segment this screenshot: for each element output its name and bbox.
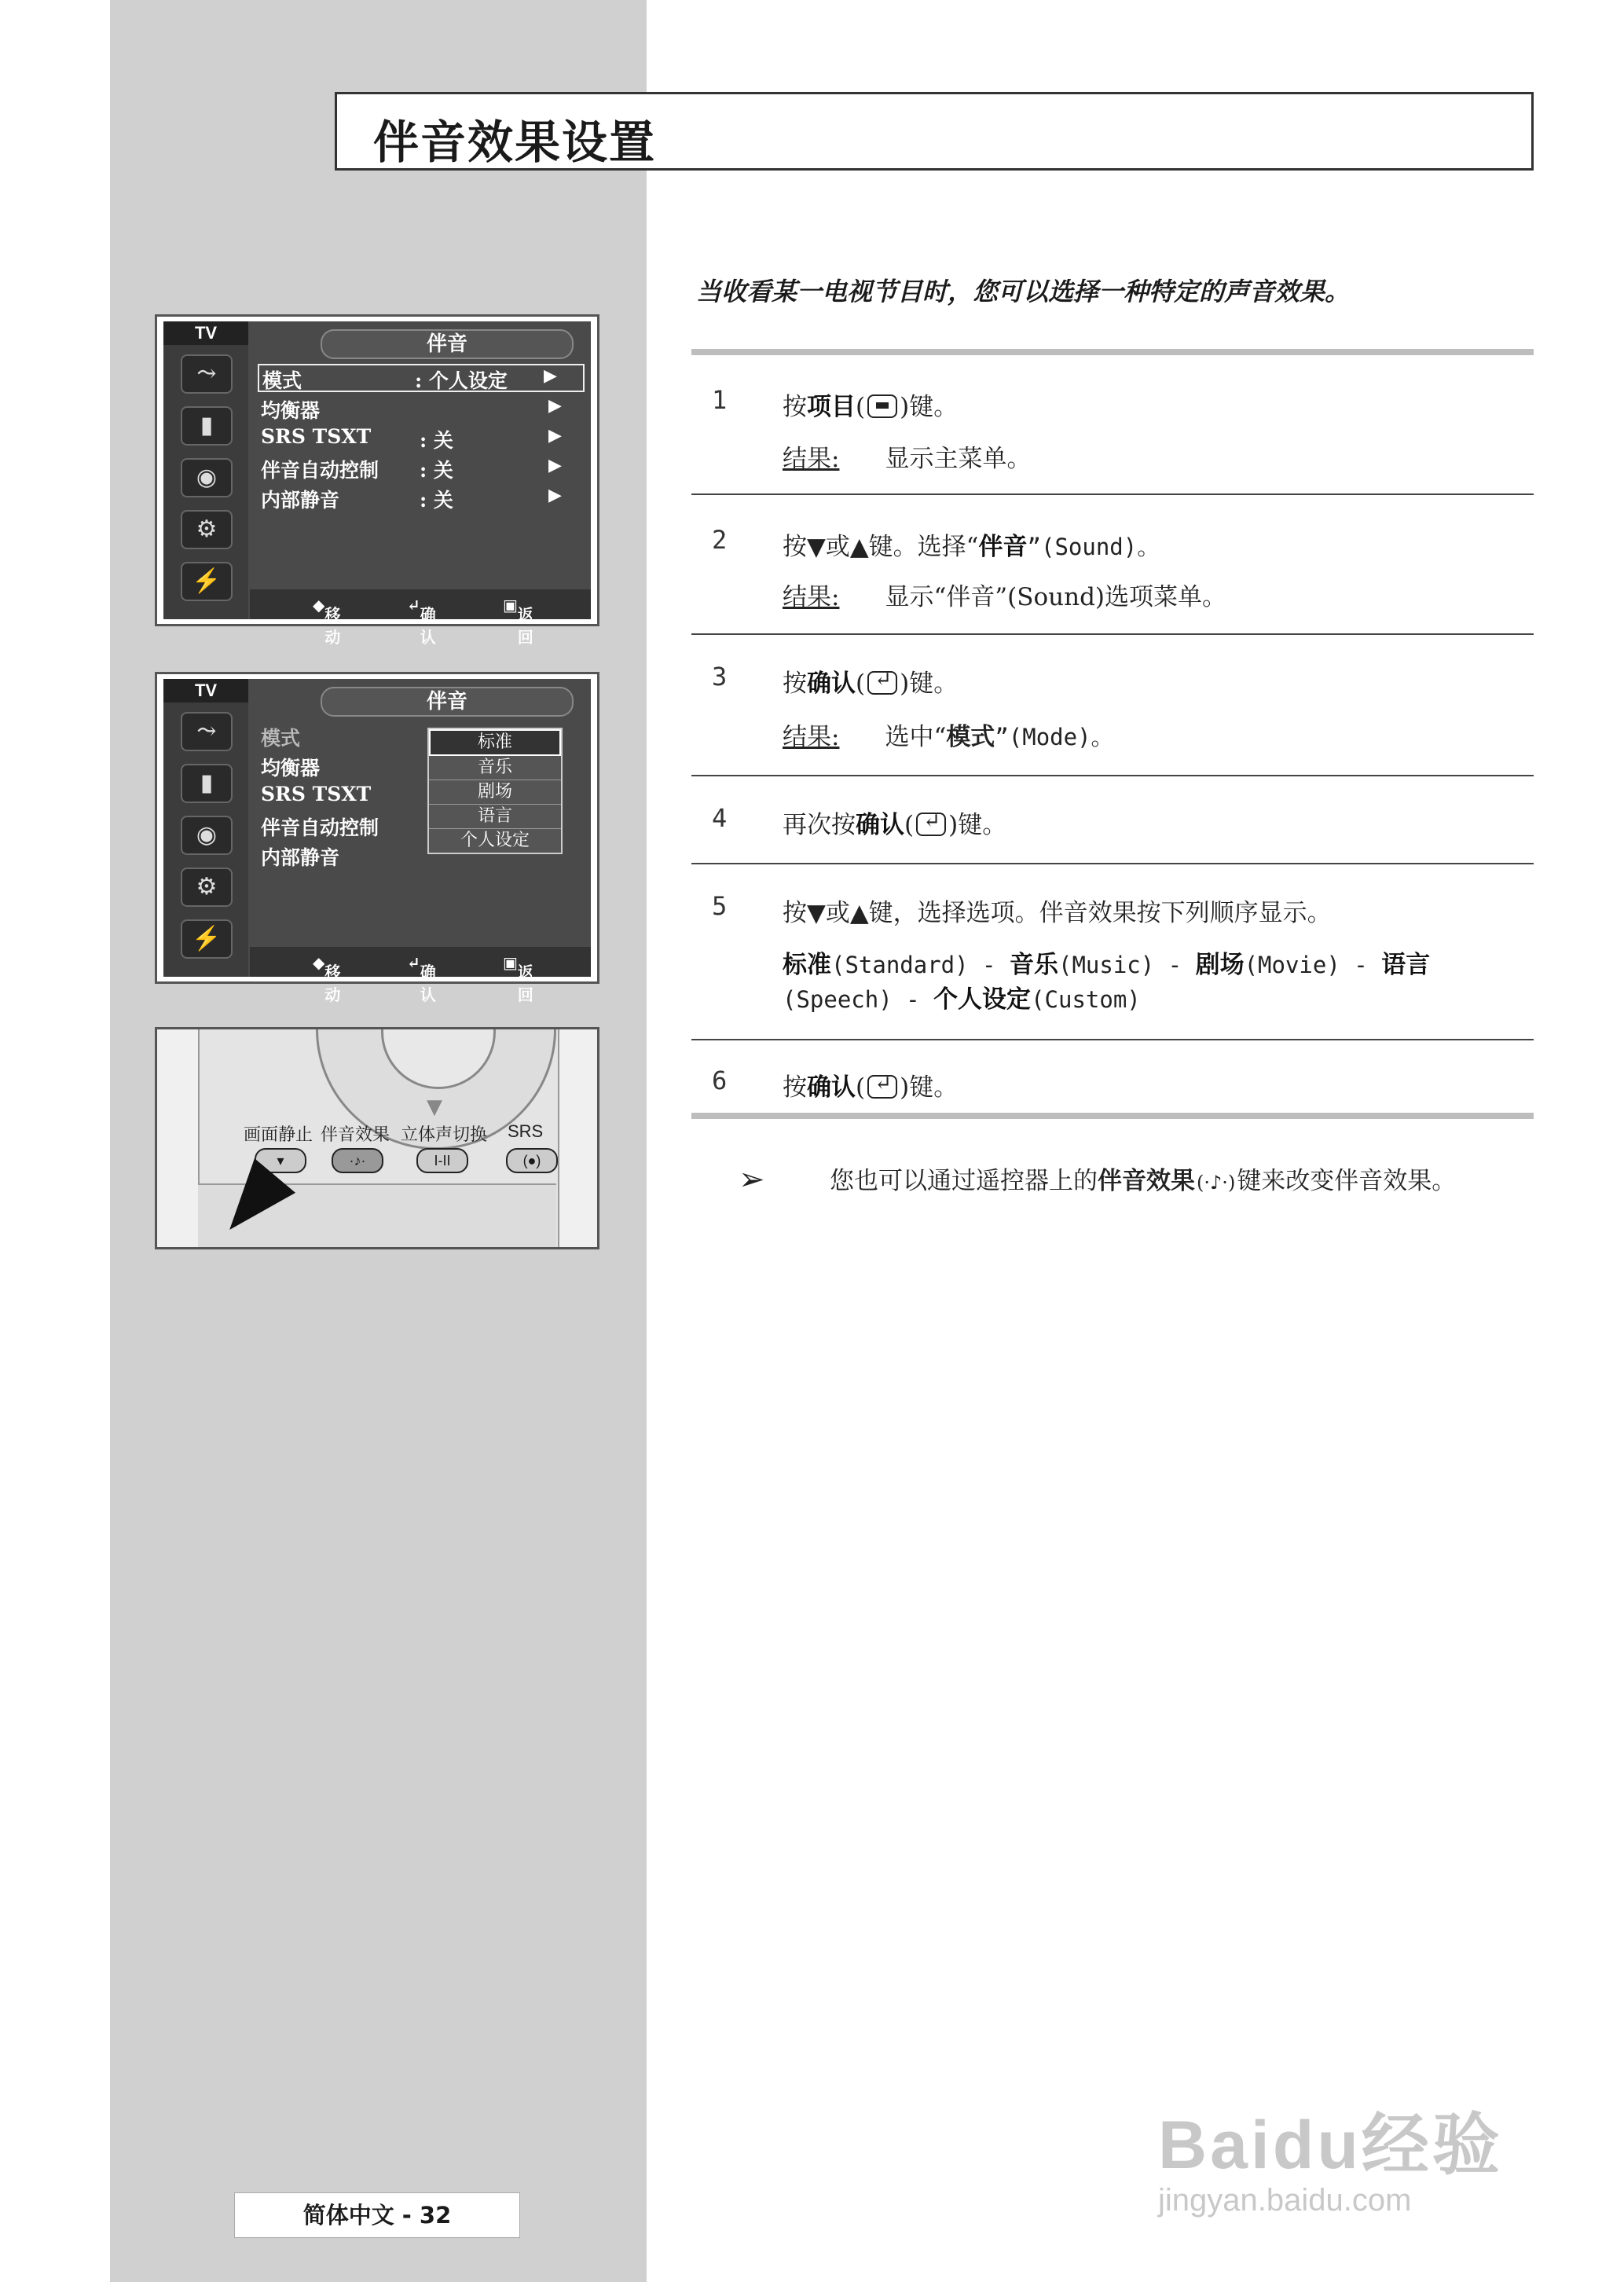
tip-bold: 伴音效果 (1098, 1167, 1195, 1195)
menu-row-equalizer[interactable] (261, 395, 562, 424)
option-music-en: (Music) - (1058, 952, 1196, 978)
step-4 (691, 776, 1534, 863)
row-name: 伴音自动控制 (261, 459, 379, 482)
row-name: 模式 (262, 369, 302, 392)
sound-effect-label: 伴音效果 (321, 1124, 390, 1144)
result-bold: 模式 (946, 723, 995, 751)
channel-icon: ◉ (181, 458, 233, 497)
return-label: 返回 (517, 605, 533, 647)
enter-key-icon (916, 813, 946, 836)
srs-button[interactable]: (●) (506, 1148, 558, 1173)
step-result (783, 577, 1226, 612)
row-name: 均衡器 (261, 399, 321, 422)
watermark-url: jingyan.baidu.com (1158, 2183, 1412, 2218)
menu-row-srs[interactable] (261, 425, 562, 453)
input-icon: ⚡ (181, 919, 233, 959)
step-number: 4 (712, 803, 728, 833)
step-text-post: 键。 (909, 393, 959, 421)
step-text-a: 按▼或▲键。选择“ (783, 533, 979, 561)
baidu-watermark (1158, 2090, 1503, 2218)
menu-row-internal-mute[interactable] (261, 485, 562, 513)
bottom-rule (691, 1113, 1534, 1119)
step-6 (691, 1040, 1534, 1113)
tv-icon-column (163, 321, 248, 619)
tip-post: 键来改变伴音效果。 (1237, 1167, 1457, 1195)
watermark-brand: Baidu经验 (1158, 2108, 1503, 2183)
tv-menu-header: 伴音 (321, 687, 574, 717)
move-hint: ◆ 移动 (313, 596, 341, 647)
row-name: SRS TSXT (261, 425, 372, 448)
menu-row-mode[interactable] (258, 364, 585, 392)
tip-text (830, 1163, 1529, 1201)
menu-row-internal-mute[interactable]: 内部静音 (261, 846, 340, 869)
result-post: ”(Mode)。 (995, 724, 1114, 750)
picture-icon: ⤳ (181, 354, 233, 394)
top-rule (691, 349, 1534, 355)
tv-menu-footer (250, 947, 591, 1004)
step-text: 再次按确认(↵ )键。 (783, 805, 1006, 840)
menu-row-srs[interactable]: SRS TSXT (261, 783, 372, 805)
dropdown-item[interactable]: 个人设定 (460, 831, 530, 850)
dropdown-item[interactable]: 剧场 (429, 780, 561, 805)
stereo-label: 立体声切换 (401, 1124, 488, 1144)
result-label: 结果: (783, 583, 840, 611)
page-title: 伴音效果设置 (373, 116, 657, 169)
step-text-b: ”(Sound)。 (1027, 534, 1160, 560)
enter-label: 确认 (420, 963, 436, 1004)
speaker-icon: ▮ (181, 764, 233, 803)
option-custom-en: (Custom) (1031, 986, 1141, 1013)
step-text: 按确认(↵ )键。 (783, 663, 958, 699)
setup-icon: ⚙ (181, 510, 233, 549)
tv-screen (163, 321, 591, 647)
tv-screen (163, 679, 591, 1004)
enter-key-icon (867, 1075, 897, 1099)
steps-list (691, 349, 1534, 1119)
input-icon: ⚡ (181, 562, 233, 601)
still-label: 画面静止 (244, 1124, 313, 1144)
sound-effect-button[interactable]: ·♪· (332, 1148, 383, 1173)
row-name: 内部静音 (261, 489, 340, 512)
tip-pre: 您也可以通过遥控器上的 (830, 1167, 1098, 1195)
enter-hint: ↵ 确认 (407, 596, 436, 647)
step-text-pre: 按 (783, 670, 807, 698)
key-name: 确认 (807, 670, 856, 698)
step-text-post: 键。 (909, 1073, 959, 1102)
result-label: 结果: (783, 445, 840, 473)
menu-row-avc[interactable]: 伴音自动控制 (261, 816, 379, 839)
dropdown-item[interactable]: 语言 (429, 805, 561, 829)
key-name: 项目 (807, 393, 856, 421)
move-label: 移动 (324, 963, 341, 1004)
row-value: : 关 (420, 429, 453, 452)
step-number: 1 (712, 385, 728, 415)
arrow-right-icon: ▶ (548, 455, 562, 475)
remote-illustration (155, 1027, 599, 1249)
menu-key-icon (867, 394, 897, 418)
still-button[interactable]: ▾ (255, 1148, 306, 1173)
enter-key-icon (867, 671, 897, 695)
result-text: 显示“伴音”(Sound)选项菜单。 (885, 583, 1227, 611)
row-value: : 关 (420, 489, 453, 512)
key-name: 确认 (807, 1073, 856, 1102)
intro-text: 当收看某一电视节目时，您可以选择一种特定的声音效果。 (696, 277, 1351, 306)
tv-menu-screenshot-1 (155, 314, 599, 647)
option-standard: 标准 (783, 951, 831, 979)
page-number: 简体中文 - 32 (234, 2192, 520, 2238)
key-name: 确认 (856, 811, 904, 839)
step-text-post: 键。 (958, 811, 1007, 839)
return-hint: ▣ 返回 (503, 953, 533, 1004)
mode-dropdown (427, 728, 563, 854)
step-number: 6 (712, 1066, 728, 1095)
arrow-right-icon: ▶ (548, 485, 562, 505)
row-value: : 个人设定 (415, 369, 508, 392)
move-hint: ◆ 移动 (313, 953, 341, 1004)
step-3 (691, 635, 1534, 775)
speaker-icon: ▮ (181, 406, 233, 446)
step-text: 按▼或▲键，选择选项。伴音效果按下列顺序显示。 (783, 899, 1332, 927)
tv-icon-column (163, 679, 248, 977)
tv-menu-screenshot-2 (155, 672, 599, 1004)
step-result (783, 438, 1031, 474)
result-label: 结果: (783, 723, 840, 751)
result-pre: 选中“ (885, 723, 947, 751)
dropdown-item[interactable]: 音乐 (429, 756, 561, 780)
srs-label: SRS (508, 1121, 544, 1141)
arrow-right-icon: ▶ (548, 395, 562, 416)
step-1 (691, 355, 1534, 493)
option-movie: 剧场 (1195, 951, 1245, 979)
tv-menu-footer (250, 589, 591, 647)
row-value: : 关 (420, 459, 453, 482)
arrow-icon: ➢ (739, 1161, 765, 1198)
tv-label: TV (163, 679, 248, 703)
step-text-pre: 再次按 (783, 811, 856, 839)
option-speech-en: (Speech) - (783, 986, 934, 1013)
menu-row-avc[interactable] (261, 455, 562, 483)
step-2 (691, 495, 1534, 633)
step-text (783, 526, 1160, 562)
return-label: 返回 (517, 963, 533, 1004)
option-music: 音乐 (1009, 951, 1058, 979)
channel-icon: ◉ (181, 816, 233, 855)
step-options-line1 (783, 945, 1430, 980)
arrow-right-icon: ▶ (544, 365, 557, 386)
step-number: 2 (712, 525, 728, 555)
picture-icon: ⤳ (181, 712, 233, 751)
dropdown-item[interactable]: 标准 (429, 729, 561, 756)
step-options-line2 (783, 979, 1141, 1014)
option-movie-en: (Movie) - (1244, 952, 1382, 978)
result-text: 显示主菜单。 (885, 445, 1032, 473)
down-arrow-icon: ▼ (427, 1095, 442, 1119)
return-hint: ▣ 返回 (503, 596, 533, 647)
step-text: 按项目( )键。 (783, 393, 959, 421)
setup-icon: ⚙ (181, 868, 233, 907)
enter-label: 确认 (420, 605, 436, 647)
step-number: 3 (712, 662, 728, 692)
option-custom: 个人设定 (933, 985, 1032, 1014)
dpad-center (381, 1027, 496, 1089)
page-title-box (335, 92, 1534, 171)
step-text: 按确认(↵ )键。 (783, 1067, 958, 1102)
step-5 (691, 864, 1534, 1039)
move-label: 移动 (324, 605, 341, 647)
menu-row-mode[interactable]: 模式 (261, 727, 301, 750)
tv-menu-header: 伴音 (321, 329, 574, 359)
step-bold: 伴音 (978, 533, 1028, 561)
step-text-pre: 按 (783, 1073, 807, 1102)
step-result (783, 717, 1114, 752)
step-number: 5 (712, 891, 728, 921)
step-text-post: 键。 (909, 670, 959, 698)
menu-row-equalizer[interactable]: 均衡器 (261, 757, 321, 780)
option-standard-en: (Standard) - (831, 952, 1010, 978)
tv-label: TV (163, 321, 248, 345)
enter-hint: ↵ 确认 (407, 953, 436, 1004)
stereo-button[interactable]: I-II (416, 1148, 468, 1173)
arrow-right-icon: ▶ (548, 425, 562, 446)
option-speech: 语言 (1381, 951, 1431, 979)
step-text-pre: 按 (783, 393, 807, 421)
sound-effect-key-icon: (·♪·) (1197, 1172, 1236, 1194)
